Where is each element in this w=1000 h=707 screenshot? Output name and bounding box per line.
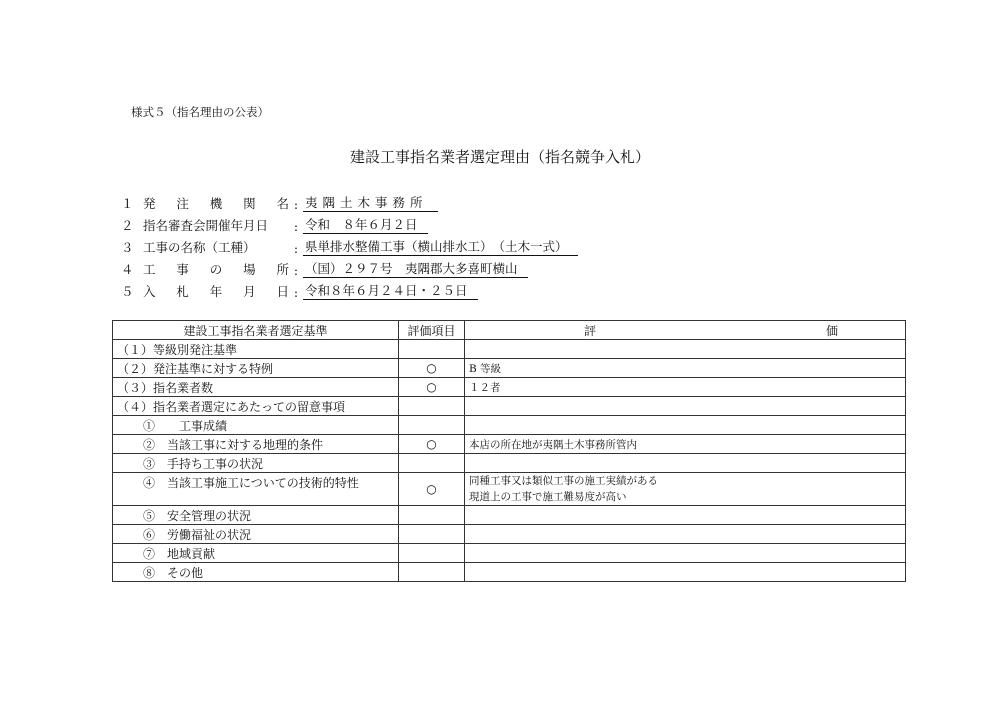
info-number: ２ [121,218,134,233]
label-char: 日 [276,284,289,299]
mark-cell [399,563,465,582]
header-item: 評価項目 [399,321,465,340]
info-row-project-name [121,234,578,256]
table-row [113,435,906,454]
selection-criteria-table [112,320,906,582]
criteria-cell: （４）指名業者選定にあたっての留意事項 [113,397,399,416]
info-value: 夷隅土木事務所 [303,193,438,212]
evaluation-line: 現道上の工事で施工難易度が高い [469,491,627,503]
info-colon: : [293,285,299,300]
info-colon: : [293,197,299,212]
label-char: 注 [176,196,189,211]
mark-cell [399,340,465,359]
evaluation-cell [465,563,906,582]
evaluation-cell [465,416,906,435]
info-row-bid-date [121,278,578,300]
info-section [121,190,578,300]
evaluation-cell [465,473,906,506]
criteria-cell: （３）指名業者数 [113,378,399,397]
criteria-cell: ⑥ 労働福祉の状況 [113,525,399,544]
evaluation-cell [465,544,906,563]
info-row-review-date [121,212,578,234]
table-row [113,416,906,435]
info-number: ５ [121,284,134,299]
evaluation-cell: 本店の所在地が夷隅土木事務所管内 [465,435,906,454]
criteria-cell: （１）等級別発注基準 [113,340,399,359]
table-row [113,397,906,416]
criteria-cell: ⑧ その他 [113,563,399,582]
label-char: 所 [276,262,289,277]
evaluation-cell: B 等級 [465,359,906,378]
label-char: 機 [209,196,223,211]
table-row [113,563,906,582]
mark-cell [399,397,465,416]
criteria-cell: ④ 当該工事施工についての技術的特性 [113,473,399,506]
header-rating [465,321,906,340]
label-char: の [209,262,223,277]
label-char: 事 [176,262,189,277]
info-value: 県単排水整備工事（横山排水工） （土木一式） [303,237,578,256]
info-label: 工事の名称（工種） [143,240,256,255]
mark-cell: ○ [399,378,465,397]
mark-cell [399,506,465,525]
info-value: （国）２９７号 夷隅郡大多喜町横山 [303,259,528,278]
criteria-cell: ② 当該工事に対する地理的条件 [113,435,399,454]
evaluation-cell [465,397,906,416]
table-row [113,525,906,544]
mark-cell: ○ [399,435,465,454]
label-char: 札 [176,284,189,299]
criteria-cell: （２）発注基準に対する特例 [113,359,399,378]
info-label [143,260,289,278]
mark-cell: ○ [399,359,465,378]
header-rating-right: 価 [826,323,839,338]
evaluation-cell [465,454,906,473]
evaluation-cell [465,506,906,525]
info-label [143,282,289,300]
table-header-row [113,321,906,340]
criteria-cell: ③ 手持ち工事の状況 [113,454,399,473]
info-number: ３ [121,240,134,255]
info-colon: : [293,241,299,256]
info-number: ４ [121,262,134,277]
document-title: 建設工事指名業者選定理由（指名競争入札） [349,148,650,166]
table-row [113,506,906,525]
info-row-ordering-office [121,190,578,212]
table-row [113,544,906,563]
label-char: 工 [143,262,156,277]
info-colon: : [293,263,299,278]
label-char: 入 [143,284,156,299]
criteria-cell: ⑤ 安全管理の状況 [113,506,399,525]
info-value: 令和８年６月２４日・２５日 [303,281,478,300]
header-rating-left: 評 [584,323,597,338]
label-char: 年 [209,284,223,299]
criteria-cell: ⑦ 地域貢献 [113,544,399,563]
mark-cell: ○ [399,473,465,506]
info-label: 指名審査会開催年月日 [143,218,269,233]
table-row [113,473,906,506]
form-code: 様式５（指名理由の公表） [131,105,269,119]
table-row [113,340,906,359]
mark-cell [399,416,465,435]
criteria-cell: ① 工事成績 [113,416,399,435]
info-row-location [121,256,578,278]
evaluation-cell [465,525,906,544]
label-char: 発 [143,196,156,211]
evaluation-line: 同種工事又は類似工事の施工実績がある [469,475,658,487]
label-char: 月 [243,284,256,299]
label-char: 名 [276,196,289,211]
evaluation-cell [465,340,906,359]
table-row [113,378,906,397]
table-row [113,454,906,473]
label-char: 場 [243,262,256,277]
info-value: 令和 ８年６月２日 [303,215,428,234]
header-criteria: 建設工事指名業者選定基準 [113,321,399,340]
mark-cell [399,454,465,473]
info-label [143,194,289,212]
evaluation-cell: １２者 [465,378,906,397]
table-row [113,359,906,378]
info-colon: : [293,219,299,234]
mark-cell [399,525,465,544]
mark-cell [399,544,465,563]
label-char: 関 [243,196,256,211]
info-number: １ [121,196,134,211]
